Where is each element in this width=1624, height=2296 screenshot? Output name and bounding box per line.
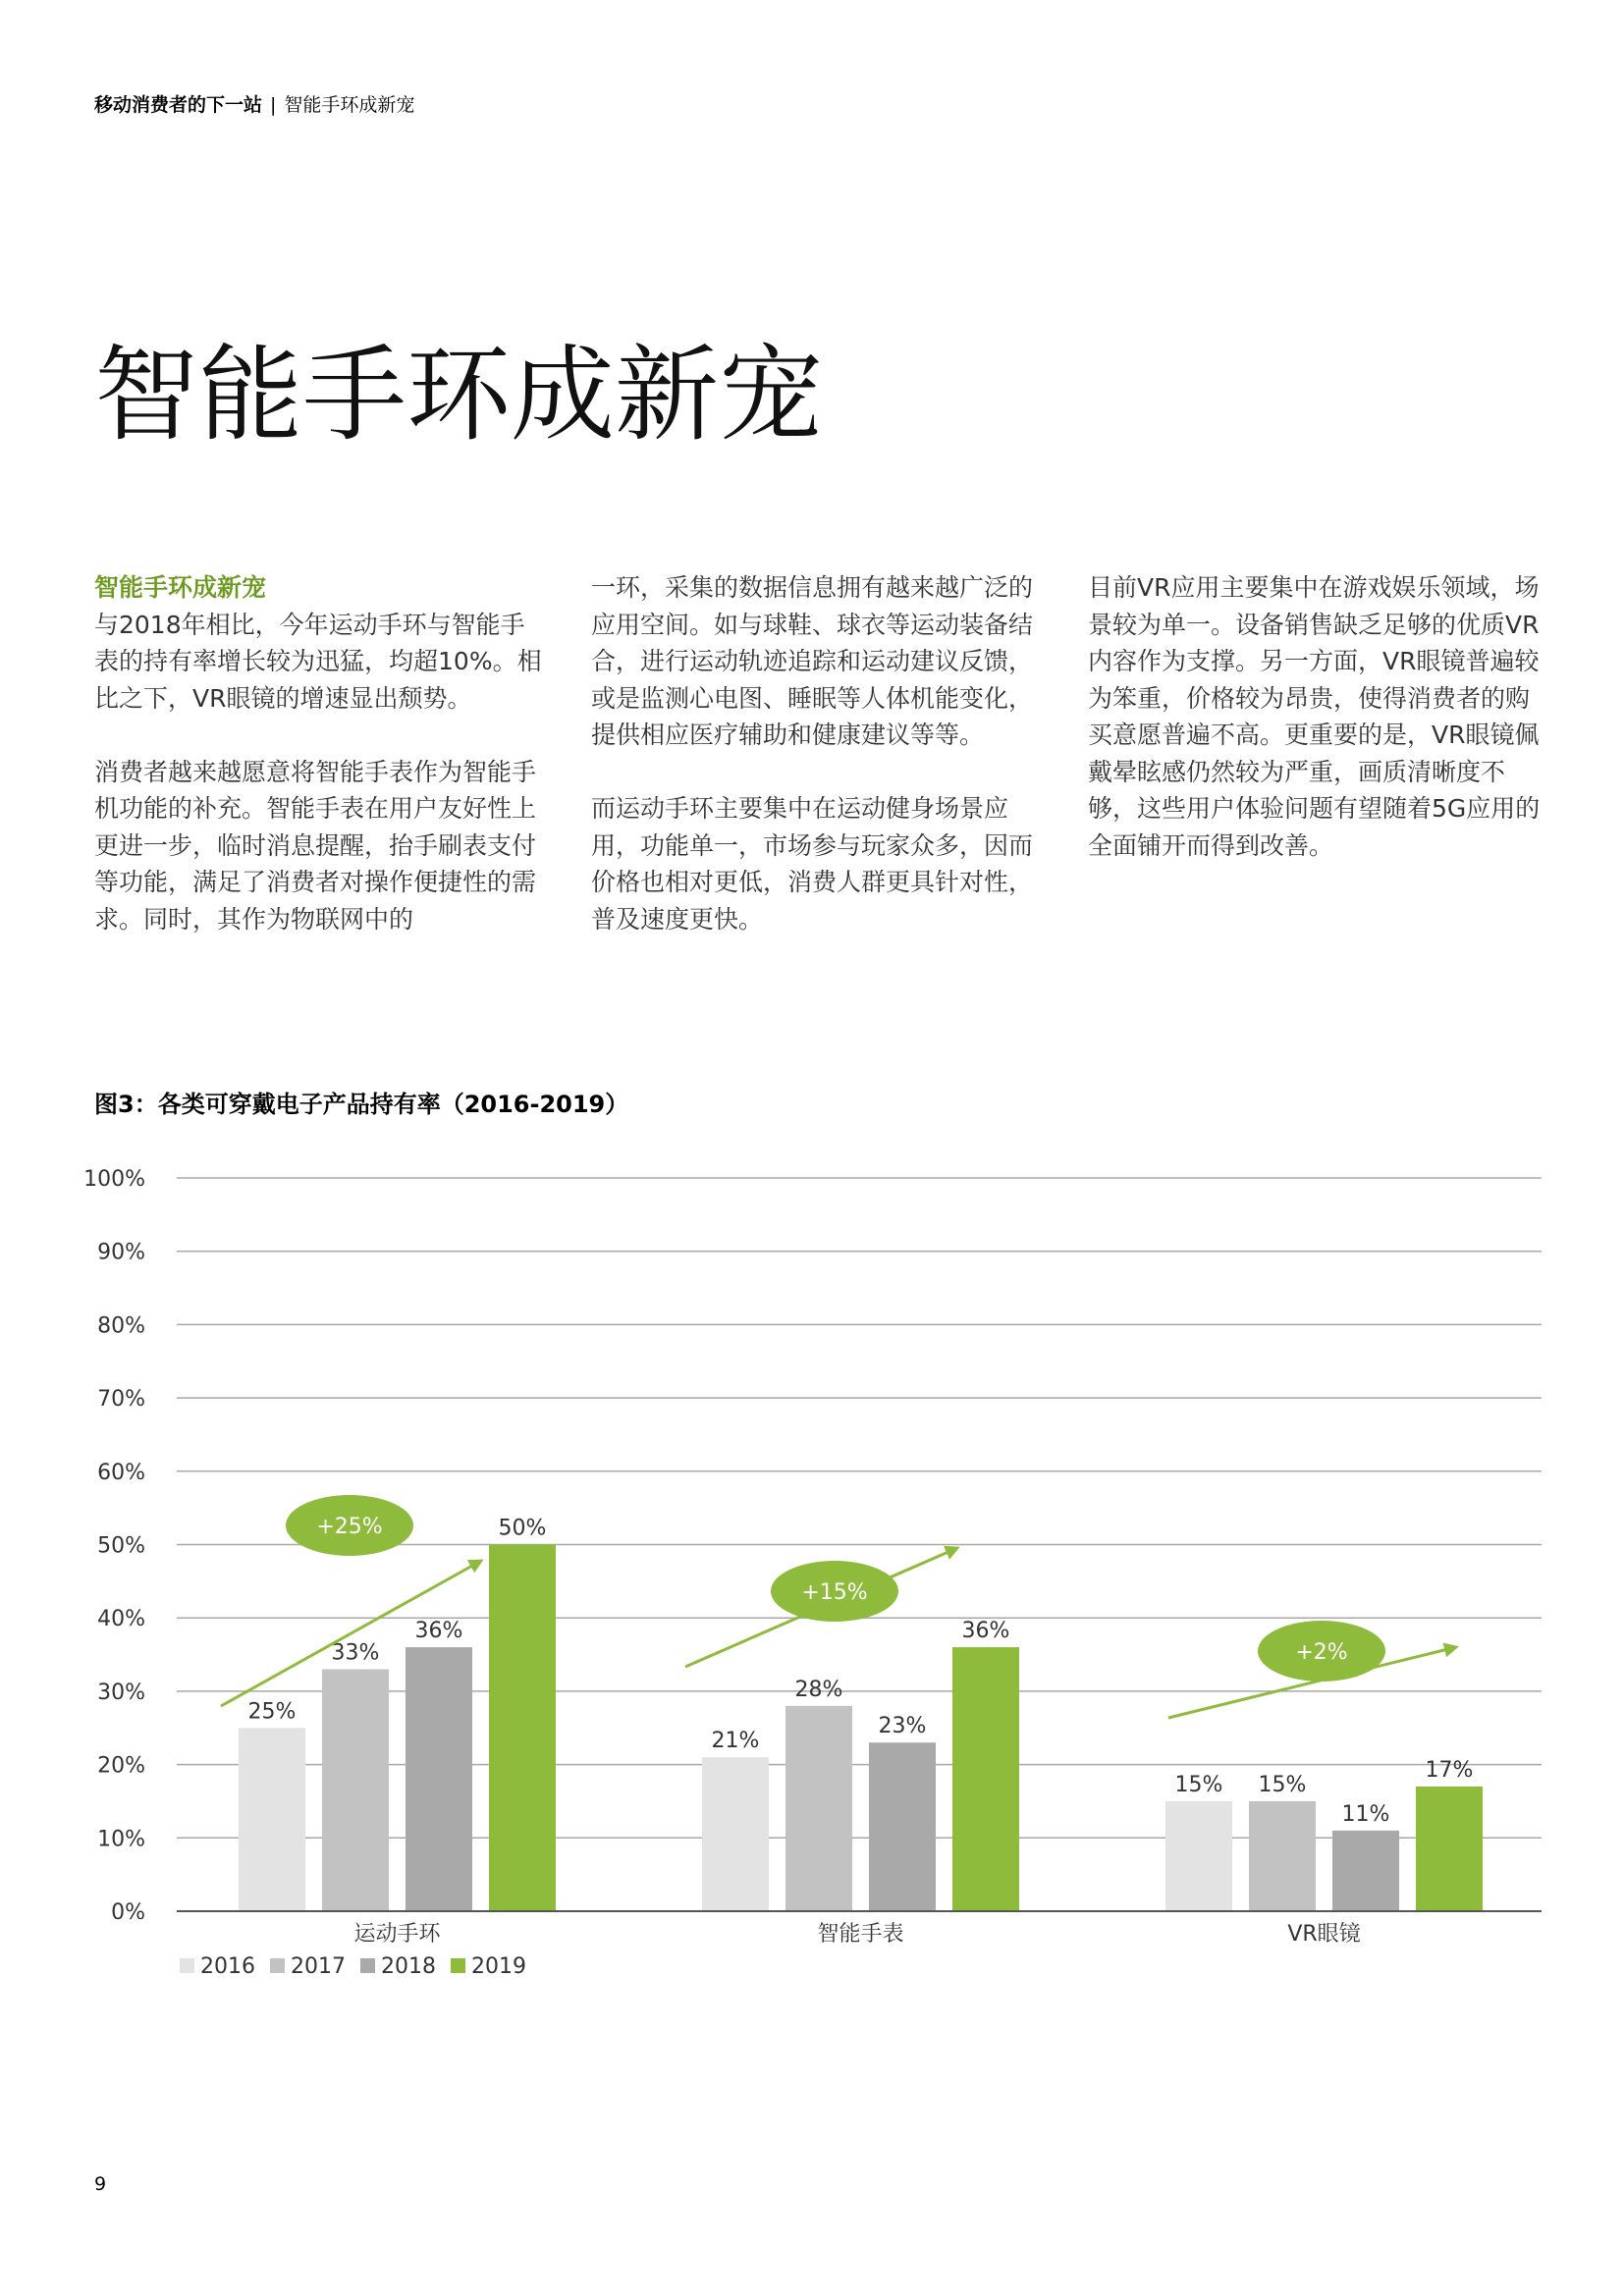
legend-label: 2016 xyxy=(200,1954,255,1979)
data-label: 28% xyxy=(794,1677,843,1702)
y-tick-label: 80% xyxy=(97,1313,145,1339)
bar xyxy=(702,1757,769,1911)
y-tick-label: 100% xyxy=(83,1167,145,1192)
legend-label: 2018 xyxy=(381,1954,436,1979)
data-label: 15% xyxy=(1258,1772,1307,1797)
growth-badge-label: +15% xyxy=(801,1580,868,1605)
data-label: 11% xyxy=(1341,1801,1390,1827)
y-tick-label: 40% xyxy=(97,1607,145,1632)
data-label: 36% xyxy=(961,1619,1010,1644)
data-label: 36% xyxy=(414,1619,463,1644)
category-label: 运动手环 xyxy=(353,1922,441,1947)
data-label: 15% xyxy=(1174,1772,1223,1797)
bar xyxy=(1249,1801,1316,1911)
legend-swatch xyxy=(180,1958,194,1973)
legend-swatch xyxy=(360,1958,375,1973)
category-label: 智能手表 xyxy=(817,1922,904,1947)
legend-swatch xyxy=(451,1958,465,1973)
paragraph: 与2018年相比，今年运动手环与智能手表的持有率增长较为迅猛，均超10%。相比之下，VR眼镜的增速显出颓势。 xyxy=(94,610,542,713)
category-label: VR眼镜 xyxy=(1287,1922,1361,1947)
y-tick-label: 60% xyxy=(97,1460,145,1485)
y-tick-label: 0% xyxy=(111,1900,145,1925)
bar xyxy=(952,1647,1019,1911)
bar xyxy=(1165,1801,1232,1911)
section-heading: 智能手环成新宠 xyxy=(94,573,267,602)
bar xyxy=(239,1728,305,1911)
y-tick-label: 50% xyxy=(97,1533,145,1559)
text-column-1 xyxy=(94,569,548,975)
bar xyxy=(785,1706,852,1911)
legend-swatch xyxy=(270,1958,285,1973)
header-topic: 智能手环成新宠 xyxy=(284,94,415,116)
growth-badge-label: +2% xyxy=(1295,1640,1348,1665)
bar xyxy=(489,1545,556,1912)
paragraph: 一环，采集的数据信息拥有越来越广泛的应用空间。如与球鞋、球衣等运动装备结合，进行运动轨迹追踪和运动建议反馈，或是监测心电图、睡眠等人体机能变化，提供相应医疗辅助和健康建议等等。 xyxy=(591,573,1034,749)
y-tick-label: 70% xyxy=(97,1387,145,1413)
data-label: 17% xyxy=(1425,1758,1474,1784)
y-tick-label: 90% xyxy=(97,1240,145,1265)
figure-title: 图3：各类可穿戴电子产品持有率（2016-2019） xyxy=(94,1091,629,1118)
bar xyxy=(406,1647,472,1911)
data-label: 21% xyxy=(711,1729,760,1754)
wearables-ownership-chart xyxy=(0,1139,1624,2002)
growth-badge-label: +25% xyxy=(316,1515,383,1539)
data-label: 33% xyxy=(331,1640,380,1666)
header-section: 移动消费者的下一站 xyxy=(94,94,263,116)
y-tick-label: 10% xyxy=(97,1827,145,1852)
y-tick-label: 20% xyxy=(97,1753,145,1779)
bar xyxy=(869,1742,936,1911)
text-column-3 xyxy=(1088,569,1542,901)
paragraph: 目前VR应用主要集中在游戏娱乐领域，场景较为单一。设备销售缺乏足够的优质VR内容作为支撑。另一方面，VR眼镜普遍较为笨重，价格较为昂贵，使得消费者的购买意愿普遍不高。更重要的是，VR眼镜佩戴晕眩感仍然较为严重，画质清晰度不够，这些用户体验问题有望随着5G应用的全面铺开而得到改善。 xyxy=(1088,573,1541,860)
page-number: 9 xyxy=(94,2173,107,2195)
paragraph: 消费者越来越愿意将智能手表作为智能手机功能的补充。智能手表在用户友好性上更进一步，临时消息提醒，抬手刷表支付等功能，满足了消费者对操作便捷性的需求。同时，其作为物联网中的 xyxy=(94,757,537,934)
data-label: 50% xyxy=(498,1516,547,1541)
header-separator: | xyxy=(270,94,277,116)
text-column-2 xyxy=(591,569,1045,975)
data-label: 25% xyxy=(247,1699,297,1725)
bar xyxy=(322,1669,389,1911)
legend-label: 2017 xyxy=(291,1954,346,1979)
running-header xyxy=(94,90,414,117)
bar xyxy=(1416,1787,1483,1911)
data-label: 23% xyxy=(878,1714,927,1739)
legend-label: 2019 xyxy=(471,1954,526,1979)
y-tick-label: 30% xyxy=(97,1680,145,1705)
page-title: 智能手环成新宠 xyxy=(94,335,823,455)
paragraph: 而运动手环主要集中在运动健身场景应用，功能单一，市场参与玩家众多，因而价格也相对更低，消费人群更具针对性，普及速度更快。 xyxy=(591,794,1034,934)
bar xyxy=(1332,1831,1399,1911)
